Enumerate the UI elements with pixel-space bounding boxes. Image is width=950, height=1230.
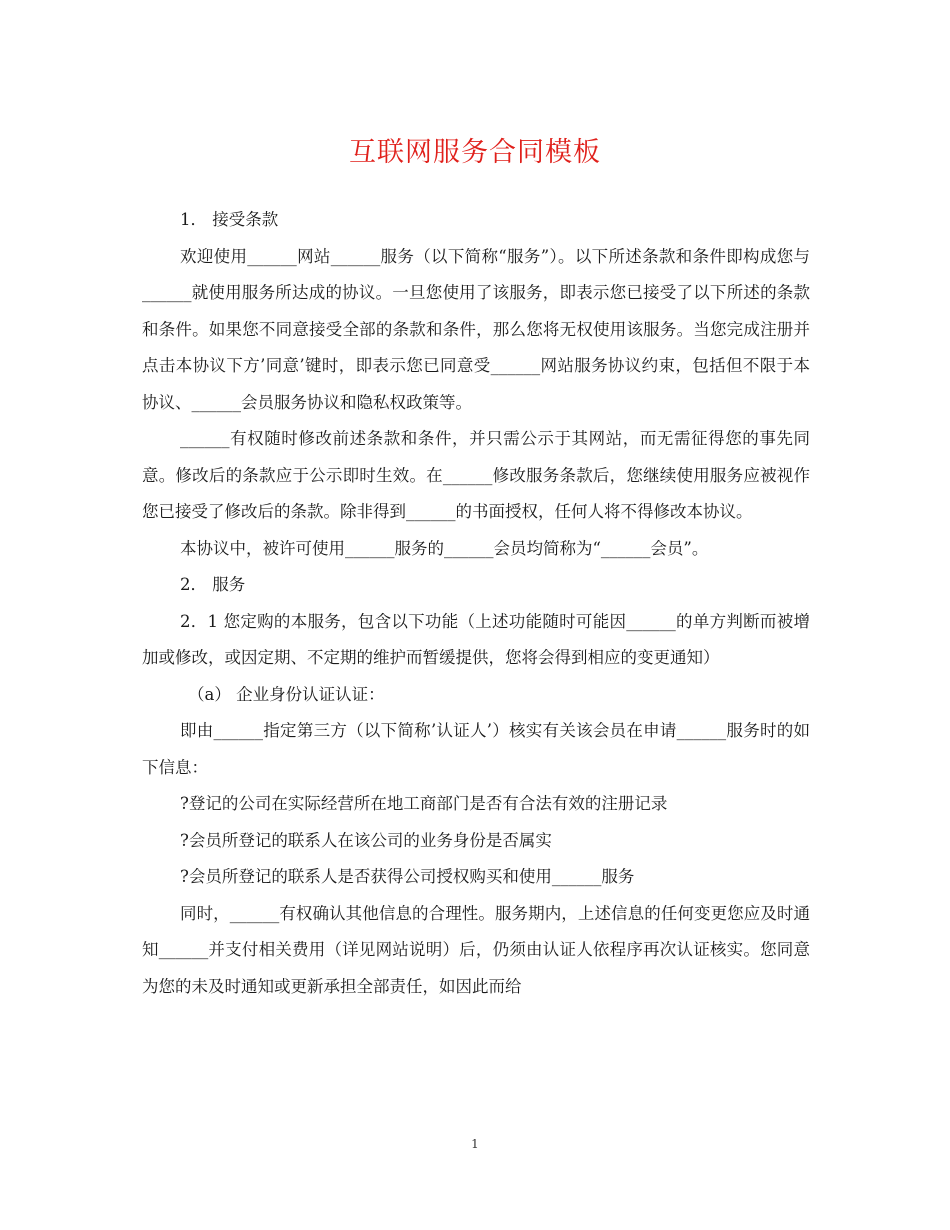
list-item: ?会员所登记的联系人是否获得公司授权购买和使用______服务 [180,867,635,886]
document-body [142,202,810,1005]
section-heading-1: 1． 接受条款 [180,210,279,229]
list-item: ?登记的公司在实际经营所在地工商部门是否有合法有效的注册记录 [180,794,668,813]
paragraph-info-changes: 同时，______有权确认其他信息的合理性。服务期内，上述信息的任何变更您应及时通知______并支付相关费用（详见网站说明）后，仍须由认证人依程序再次认证核实。您同意为您的未及时通知或更新承担全部责任，如因此而给 [142,903,810,996]
page-number: 1 [471,1137,479,1151]
paragraph-verification: 即由______指定第三方（以下简称’认证人’）核实有关该会员在申请______服务时的如下信息： [142,721,810,777]
list-item: ?会员所登记的联系人在该公司的业务身份是否属实 [180,830,552,850]
paragraph-acceptance: 欢迎使用______网站______服务（以下简称“服务”）。以下所述条款和条件即构成您与______就使用服务所达成的协议。一旦您使用了该服务，即表示您已接受了以下所述的条款和条件。如果您不同意接受全部的条款和条件，那么您将无权使用该服务。当您完成注册并点击本协议下方’同意’键时，即表示您已同意受______网站服务协议约束，包括但不限于本协议、______会员服务协议和隐私权政策等。 [142,246,810,412]
paragraph-member-definition: 本协议中，被许可使用______服务的______会员均简称为“______会员”。 [180,538,709,558]
paragraph-modification: ______有权随时修改前述条款和条件，并只需公示于其网站，而无需征得您的事先同意。修改后的条款应于公示即时生效。在______修改服务条款后，您继续使用服务应被视作您已接受了修改后的条款。除非得到______的书面授权，任何人将不得修改本协议。 [142,429,810,521]
subsection-heading-a: （a） 企业身份认证认证： [188,684,385,704]
paragraph-service-features: 2．1 您定购的本服务，包含以下功能（上述功能随时可能因______的单方判断而被增加或修改，或因定期、不定期的维护而暂缓提供，您将会得到相应的变更通知） [142,611,810,667]
section-heading-2: 2． 服务 [180,575,246,594]
document-title: 互联网服务合同模板 [349,137,601,168]
